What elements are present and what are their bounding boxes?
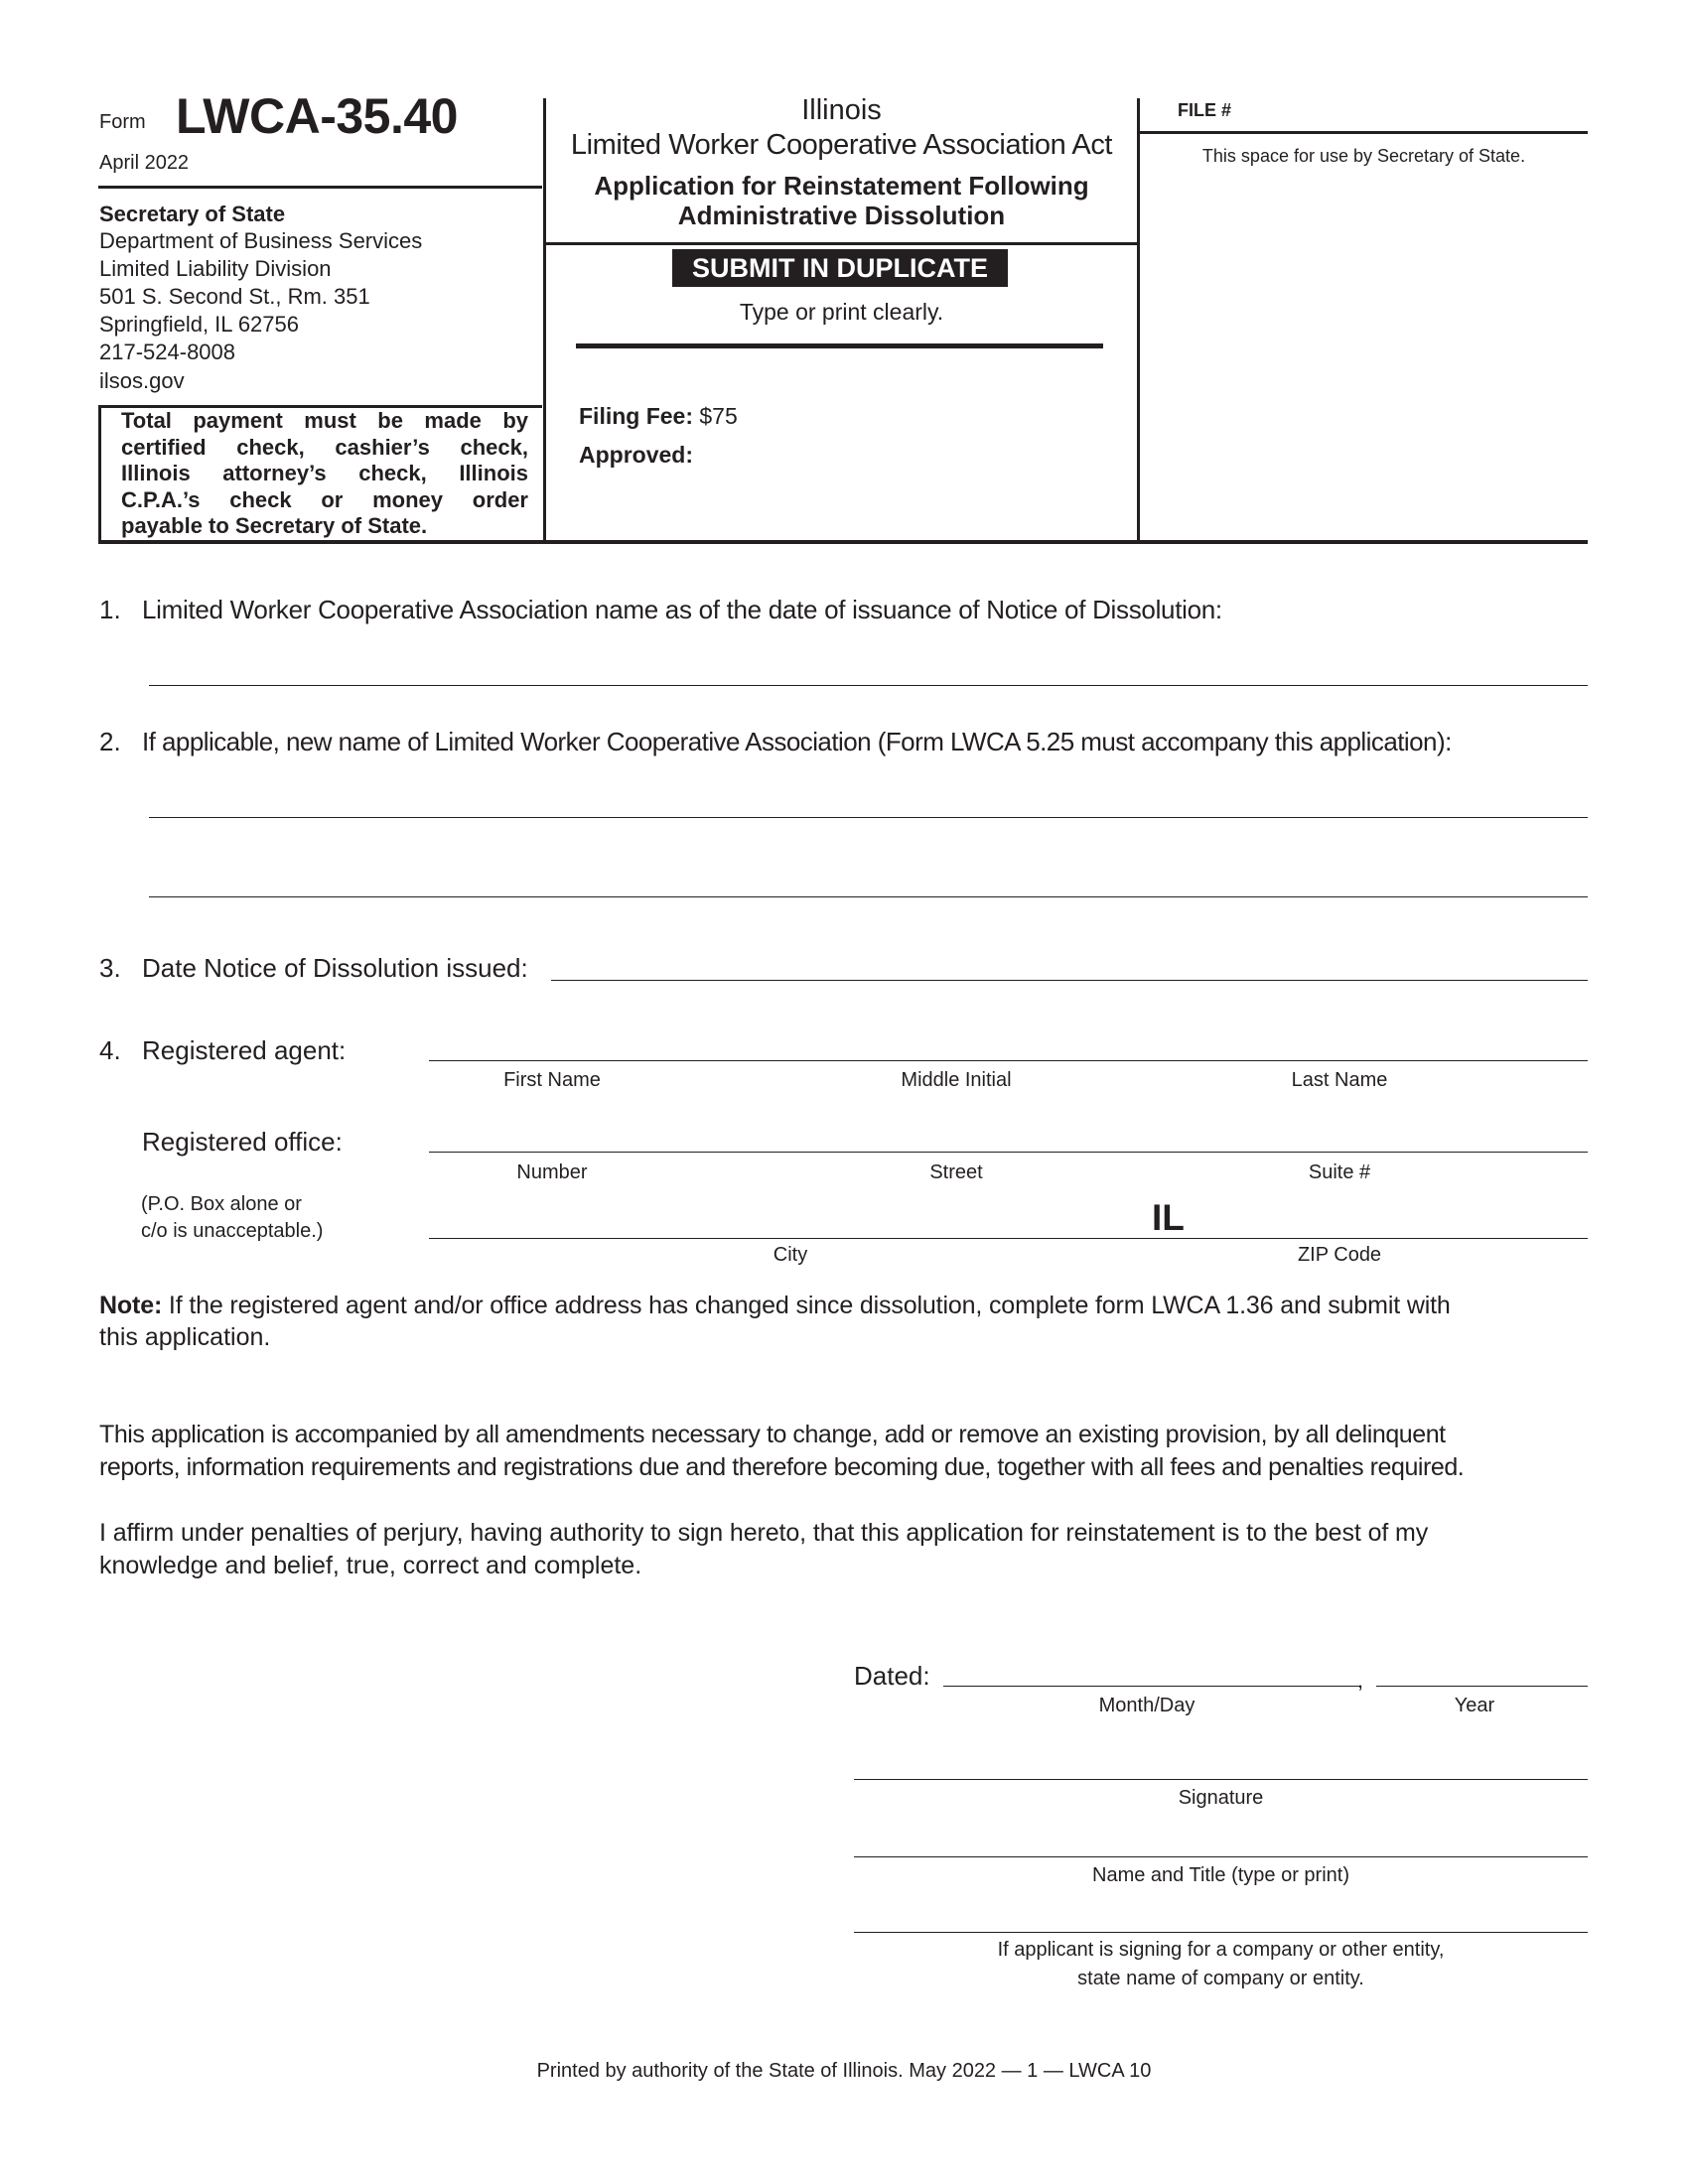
registered-agent-label: Registered agent: xyxy=(142,1035,347,1065)
file-number-label: FILE # xyxy=(1178,100,1232,120)
filing-fee-label: Filing Fee: xyxy=(579,403,693,429)
office-title: Secretary of State xyxy=(99,202,286,226)
office-line: Springfield, IL 62756 xyxy=(99,312,299,337)
payment-note-line: certified check, cashier’s check, xyxy=(121,434,528,460)
office-website: ilsos.gov xyxy=(99,368,185,393)
year-sublabel: Year xyxy=(1454,1695,1495,1716)
item-4-number: 4. xyxy=(99,1035,121,1065)
item-1-label: Limited Worker Cooperative Association name as of the date of issuance of Notice of Dissolution: xyxy=(142,595,1222,624)
item-2-number: 2. xyxy=(99,727,121,756)
po-box-note-line-1: (P.O. Box alone or xyxy=(141,1193,302,1215)
state-code-il: IL xyxy=(1152,1197,1185,1238)
street-sublabel: Street xyxy=(929,1161,983,1183)
form-number: LWCA-35.40 xyxy=(176,88,458,144)
form-word: Form xyxy=(99,111,146,133)
middle-initial-sublabel: Middle Initial xyxy=(901,1069,1012,1091)
registered-agent-field[interactable] xyxy=(429,1060,1588,1061)
city-sublabel: City xyxy=(773,1244,808,1266)
first-name-sublabel: First Name xyxy=(503,1069,601,1091)
office-line: 217-524-8008 xyxy=(99,340,236,364)
item-2-label: If applicable, new name of Limited Worker Cooperative Association (Form LWCA 5.25 must accompany this application): xyxy=(142,727,1452,756)
note-line-1 xyxy=(99,1292,1451,1320)
association-name-field[interactable] xyxy=(149,685,1588,686)
suite-sublabel: Suite # xyxy=(1308,1161,1371,1183)
signature-field[interactable] xyxy=(854,1779,1588,1780)
dated-year-field[interactable] xyxy=(1376,1686,1588,1687)
office-line: Department of Business Services xyxy=(99,228,423,253)
dissolution-date-field[interactable] xyxy=(551,980,1588,981)
payment-note-line: payable to Secretary of State. xyxy=(121,513,428,538)
file-rule xyxy=(1140,131,1588,134)
accompaniment-paragraph-line-1: This application is accompanied by all amendments necessary to change, add or remove an existing provision, by all delinquent xyxy=(99,1421,1446,1448)
payment-note-line: Total payment must be made by xyxy=(121,408,528,433)
dated-label: Dated: xyxy=(854,1661,930,1691)
accompaniment-paragraph-line-2: reports, information requirements and registrations due and therefore becoming due, together with all fees and penalties required. xyxy=(99,1453,1465,1481)
footer-text: Printed by authority of the State of Illinois. May 2022 — 1 — LWCA 10 xyxy=(536,2060,1152,2082)
zip-code-sublabel: ZIP Code xyxy=(1297,1244,1382,1266)
header-left-rule xyxy=(98,186,542,189)
registered-office-street-field[interactable] xyxy=(429,1152,1588,1153)
entity-name-field[interactable] xyxy=(854,1932,1588,1933)
form-date: April 2022 xyxy=(99,152,190,174)
item-3-label: Date Notice of Dissolution issued: xyxy=(142,953,528,983)
item-1-number: 1. xyxy=(99,595,121,624)
document-title-line-1: Application for Reinstatement Following xyxy=(594,171,1089,201)
payment-note xyxy=(121,408,528,540)
act-name: Limited Worker Cooperative Association Act xyxy=(570,129,1113,161)
submit-in-duplicate-badge: SUBMIT IN DUPLICATE xyxy=(672,249,1008,287)
office-line: 501 S. Second St., Rm. 351 xyxy=(99,284,370,309)
number-sublabel: Number xyxy=(516,1161,588,1183)
dated-comma: , xyxy=(1357,1668,1364,1693)
instruction-thick-rule xyxy=(576,343,1103,348)
po-box-note-line-2: c/o is unacceptable.) xyxy=(141,1220,324,1242)
filing-fee xyxy=(579,403,738,430)
payment-left-rule xyxy=(98,405,101,540)
note-text: If the registered agent and/or office address has changed since dissolution, complete form LWCA 1.36 and submit with xyxy=(162,1292,1451,1319)
item-3-number: 3. xyxy=(99,953,121,983)
note-line-2: this application. xyxy=(99,1323,271,1351)
new-name-field-line-2[interactable] xyxy=(149,896,1588,897)
sos-space-note: This space for use by Secretary of State. xyxy=(1201,146,1526,166)
state-name: Illinois xyxy=(801,94,882,126)
note-label: Note: xyxy=(99,1292,163,1319)
new-name-field-line-1[interactable] xyxy=(149,817,1588,818)
filing-fee-value: $75 xyxy=(699,403,738,429)
registered-office-label: Registered office: xyxy=(142,1127,343,1157)
header-bottom-rule xyxy=(98,540,1588,544)
approved-label: Approved: xyxy=(579,442,693,468)
center-title-rule xyxy=(546,242,1137,245)
entity-note-line-2: state name of company or entity. xyxy=(1077,1968,1364,1989)
office-line: Limited Liability Division xyxy=(99,256,332,281)
payment-note-line: Illinois attorney’s check, Illinois xyxy=(121,461,528,485)
document-title-line-2: Administrative Dissolution xyxy=(677,201,1006,230)
affirmation-paragraph-line-2: knowledge and belief, true, correct and complete. xyxy=(99,1552,642,1579)
last-name-sublabel: Last Name xyxy=(1291,1069,1388,1091)
registered-office-city-zip-field[interactable] xyxy=(429,1238,1588,1239)
signature-sublabel: Signature xyxy=(1178,1787,1264,1809)
month-day-sublabel: Month/Day xyxy=(1098,1695,1196,1716)
affirmation-paragraph-line-1: I affirm under penalties of perjury, having authority to sign hereto, that this application for reinstatement is to the best of my xyxy=(99,1519,1429,1547)
name-and-title-field[interactable] xyxy=(854,1856,1588,1857)
payment-note-line: C.P.A.’s check or money order xyxy=(121,486,528,512)
type-instruction: Type or print clearly. xyxy=(739,299,944,325)
dated-month-day-field[interactable] xyxy=(943,1686,1360,1687)
entity-note-line-1: If applicant is signing for a company or other entity, xyxy=(997,1939,1445,1961)
name-and-title-sublabel: Name and Title (type or print) xyxy=(1092,1864,1349,1886)
